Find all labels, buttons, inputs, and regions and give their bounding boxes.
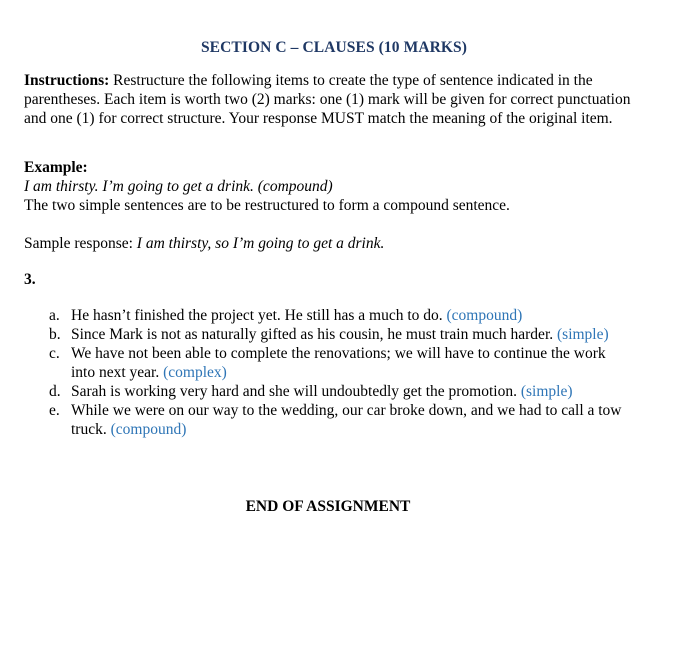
instructions-paragraph	[24, 71, 644, 128]
sample-response	[24, 234, 644, 253]
end-of-assignment: END OF ASSIGNMENT	[245, 498, 411, 515]
question-item-d	[24, 382, 644, 401]
example-prompt: I am thirsty. I’m going to get a drink. (compound)	[24, 178, 333, 195]
sample-text: I am thirsty, so I’m going to get a drink.	[136, 235, 385, 252]
section-title: SECTION C – CLAUSES (10 MARKS)	[200, 39, 468, 56]
question-item-list	[24, 306, 644, 439]
sentence-type-tag: (simple)	[520, 383, 573, 400]
example-explanation: The two simple sentences are to be restructured to form a compound sentence.	[24, 197, 510, 214]
assignment-document	[24, 38, 644, 439]
item-text: We have not been able to complete the renovations; we will have to continue the work into next year.	[71, 345, 606, 381]
example-heading: Example:	[24, 159, 88, 176]
sentence-type-tag: (compound)	[110, 421, 187, 438]
example-block	[24, 158, 644, 215]
question-item-b	[24, 325, 644, 344]
item-marker: d.	[49, 383, 61, 400]
item-text: Sarah is working very hard and she will undoubtedly get the promotion.	[71, 383, 517, 400]
sentence-type-tag: (simple)	[557, 326, 609, 343]
instructions-label: Instructions:	[24, 72, 110, 89]
item-marker: e.	[49, 402, 60, 419]
item-text: Since Mark is not as naturally gifted as his cousin, he must train much harder.	[71, 326, 554, 343]
item-text: While we were on our way to the wedding, our car broke down, and we had to call a tow truck.	[71, 402, 622, 438]
item-text: He hasn’t finished the project yet. He still has a much to do.	[71, 307, 443, 324]
item-marker: c.	[49, 345, 60, 362]
question-number: 3.	[24, 271, 36, 288]
question-item-c	[24, 344, 644, 382]
item-marker: a.	[49, 307, 60, 324]
instructions-text: Restructure the following items to create the type of sentence indicated in the parentheses. Each item is worth two (2) marks: one (1) mark will be given for correct punctuation and one (1) for correct structure. Your response MUST match the meaning of the original item.	[24, 72, 631, 127]
question-item-a	[24, 306, 644, 325]
item-marker: b.	[49, 326, 61, 343]
sample-label: Sample response:	[24, 235, 133, 252]
sentence-type-tag: (complex)	[163, 364, 227, 381]
question-item-e	[24, 401, 644, 439]
sentence-type-tag: (compound)	[446, 307, 523, 324]
